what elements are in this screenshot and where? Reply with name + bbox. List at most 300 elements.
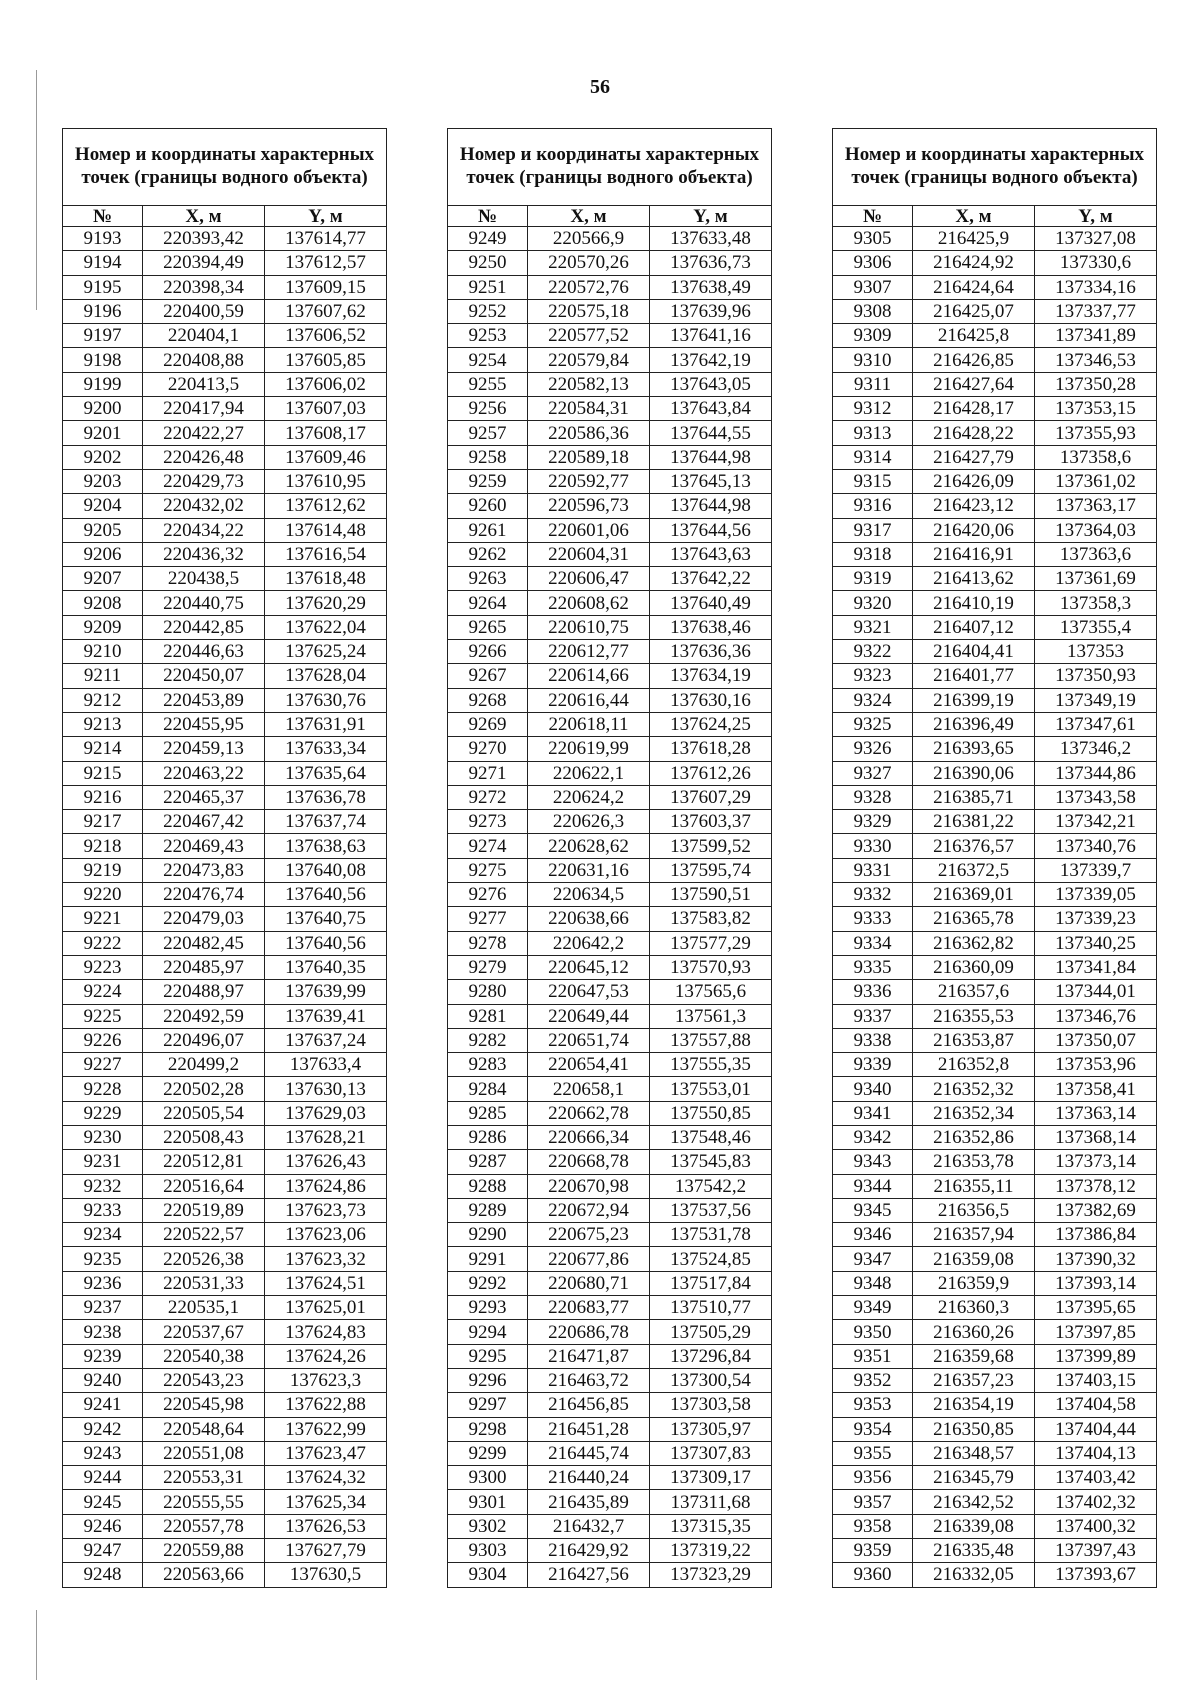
coordinates-table [447,128,772,1588]
x-coordinate-cell: 220589,18 [528,445,650,469]
y-coordinate-cell: 137606,02 [265,372,387,396]
table-row [833,1223,1157,1247]
x-coordinate-cell: 220586,36 [528,421,650,445]
table-title: Номер и координаты характерных точек (границы водного объекта) [448,129,772,206]
point-number-cell: 9313 [833,421,913,445]
x-coordinate-cell: 216352,32 [913,1077,1035,1101]
point-number-cell: 9295 [448,1344,528,1368]
x-coordinate-cell: 220677,86 [528,1247,650,1271]
point-number-cell: 9327 [833,761,913,785]
x-coordinate-cell: 220479,03 [143,907,265,931]
point-number-cell: 9203 [63,469,143,493]
table-row [63,567,387,591]
table-row [833,1101,1157,1125]
y-coordinate-cell: 137349,19 [1035,688,1157,712]
table-row [448,1344,772,1368]
y-coordinate-cell: 137557,88 [650,1028,772,1052]
table-row [63,1125,387,1149]
x-coordinate-cell: 220440,75 [143,591,265,615]
table-row [63,372,387,396]
x-coordinate-cell: 216381,22 [913,810,1035,834]
x-coordinate-cell: 220535,1 [143,1296,265,1320]
x-coordinate-cell: 216425,07 [913,299,1035,323]
point-number-cell: 9236 [63,1271,143,1295]
table-row [833,1077,1157,1101]
y-coordinate-cell: 137623,06 [265,1223,387,1247]
table-row [63,1490,387,1514]
x-coordinate-cell: 220548,64 [143,1417,265,1441]
table-row [448,1296,772,1320]
x-coordinate-cell: 216352,34 [913,1101,1035,1125]
table-row [63,858,387,882]
table-row [448,1125,772,1149]
point-number-cell: 9358 [833,1514,913,1538]
table-row [63,1174,387,1198]
y-coordinate-cell: 137624,26 [265,1344,387,1368]
x-coordinate-cell: 220469,43 [143,834,265,858]
point-number-cell: 9323 [833,664,913,688]
x-coordinate-cell: 220442,85 [143,615,265,639]
table-row [63,1320,387,1344]
x-coordinate-cell: 216360,3 [913,1296,1035,1320]
point-number-cell: 9281 [448,1004,528,1028]
point-number-cell: 9325 [833,712,913,736]
x-coordinate-cell: 216359,9 [913,1271,1035,1295]
point-number-cell: 9305 [833,227,913,251]
point-number-cell: 9274 [448,834,528,858]
x-coordinate-cell: 220616,44 [528,688,650,712]
point-number-cell: 9211 [63,664,143,688]
point-number-cell: 9254 [448,348,528,372]
x-coordinate-cell: 216423,12 [913,494,1035,518]
table-row [833,1563,1157,1587]
y-coordinate-cell: 137607,62 [265,299,387,323]
x-coordinate-cell: 220398,34 [143,275,265,299]
point-number-cell: 9265 [448,615,528,639]
x-coordinate-cell: 220488,97 [143,980,265,1004]
point-number-cell: 9360 [833,1563,913,1587]
x-coordinate-cell: 220619,99 [528,737,650,761]
x-coordinate-cell: 216372,5 [913,858,1035,882]
x-coordinate-cell: 216456,85 [528,1393,650,1417]
y-coordinate-cell: 137645,13 [650,469,772,493]
point-number-cell: 9245 [63,1490,143,1514]
column-header-x: X, м [528,206,650,227]
table-row [63,1563,387,1587]
x-coordinate-cell: 220614,66 [528,664,650,688]
x-coordinate-cell: 216369,01 [913,883,1035,907]
point-number-cell: 9228 [63,1077,143,1101]
y-coordinate-cell: 137343,58 [1035,785,1157,809]
y-coordinate-cell: 137609,15 [265,275,387,299]
point-number-cell: 9269 [448,712,528,736]
table-row [63,1053,387,1077]
y-coordinate-cell: 137307,83 [650,1441,772,1465]
y-coordinate-cell: 137390,32 [1035,1247,1157,1271]
x-coordinate-cell: 220496,07 [143,1028,265,1052]
point-number-cell: 9279 [448,955,528,979]
table-row [448,737,772,761]
x-coordinate-cell: 216435,89 [528,1490,650,1514]
column-header-y: Y, м [650,206,772,227]
y-coordinate-cell: 137311,68 [650,1490,772,1514]
table-row [833,251,1157,275]
x-coordinate-cell: 216396,49 [913,712,1035,736]
x-coordinate-cell: 220499,2 [143,1053,265,1077]
y-coordinate-cell: 137599,52 [650,834,772,858]
table-row [448,1150,772,1174]
point-number-cell: 9267 [448,664,528,688]
point-number-cell: 9242 [63,1417,143,1441]
point-number-cell: 9196 [63,299,143,323]
x-coordinate-cell: 220516,64 [143,1174,265,1198]
point-number-cell: 9221 [63,907,143,931]
y-coordinate-cell: 137531,78 [650,1223,772,1247]
x-coordinate-cell: 216425,8 [913,324,1035,348]
y-coordinate-cell: 137644,98 [650,445,772,469]
point-number-cell: 9324 [833,688,913,712]
x-coordinate-cell: 220505,54 [143,1101,265,1125]
x-coordinate-cell: 220668,78 [528,1150,650,1174]
point-number-cell: 9194 [63,251,143,275]
table-row [448,1490,772,1514]
y-coordinate-cell: 137643,63 [650,542,772,566]
y-coordinate-cell: 137643,05 [650,372,772,396]
point-number-cell: 9336 [833,980,913,1004]
y-coordinate-cell: 137548,46 [650,1125,772,1149]
point-number-cell: 9341 [833,1101,913,1125]
table-row [63,688,387,712]
x-coordinate-cell: 216360,09 [913,955,1035,979]
y-coordinate-cell: 137627,79 [265,1539,387,1563]
point-number-cell: 9276 [448,883,528,907]
table-row [448,1368,772,1392]
x-coordinate-cell: 216428,17 [913,397,1035,421]
x-coordinate-cell: 220672,94 [528,1198,650,1222]
point-number-cell: 9354 [833,1417,913,1441]
y-coordinate-cell: 137624,25 [650,712,772,736]
point-number-cell: 9207 [63,567,143,591]
y-coordinate-cell: 137358,3 [1035,591,1157,615]
table-row [833,931,1157,955]
x-coordinate-cell: 216410,19 [913,591,1035,615]
x-coordinate-cell: 220512,81 [143,1150,265,1174]
y-coordinate-cell: 137346,53 [1035,348,1157,372]
table-row [63,810,387,834]
point-number-cell: 9205 [63,518,143,542]
point-number-cell: 9222 [63,931,143,955]
y-coordinate-cell: 137638,63 [265,834,387,858]
x-coordinate-cell: 220631,16 [528,858,650,882]
table-row [63,1344,387,1368]
table-row [63,421,387,445]
point-number-cell: 9229 [63,1101,143,1125]
y-coordinate-cell: 137612,26 [650,761,772,785]
table-row [833,348,1157,372]
point-number-cell: 9201 [63,421,143,445]
point-number-cell: 9311 [833,372,913,396]
point-number-cell: 9224 [63,980,143,1004]
x-coordinate-cell: 220645,12 [528,955,650,979]
column-header-number: № [63,206,143,227]
x-coordinate-cell: 216445,74 [528,1441,650,1465]
point-number-cell: 9238 [63,1320,143,1344]
x-coordinate-cell: 216385,71 [913,785,1035,809]
table-row [63,518,387,542]
y-coordinate-cell: 137641,16 [650,324,772,348]
point-number-cell: 9312 [833,397,913,421]
point-number-cell: 9287 [448,1150,528,1174]
column-header-number: № [448,206,528,227]
y-coordinate-cell: 137644,56 [650,518,772,542]
table-row [833,858,1157,882]
point-number-cell: 9213 [63,712,143,736]
x-coordinate-cell: 220649,44 [528,1004,650,1028]
table-row [448,1174,772,1198]
point-number-cell: 9204 [63,494,143,518]
point-number-cell: 9294 [448,1320,528,1344]
y-coordinate-cell: 137628,21 [265,1125,387,1149]
table-row [63,445,387,469]
point-number-cell: 9210 [63,640,143,664]
table-row [833,421,1157,445]
column-header-y: Y, м [1035,206,1157,227]
table-row [833,1490,1157,1514]
table-row [63,1150,387,1174]
y-coordinate-cell: 137344,86 [1035,761,1157,785]
point-number-cell: 9214 [63,737,143,761]
x-coordinate-cell: 220540,38 [143,1344,265,1368]
table-row [833,469,1157,493]
y-coordinate-cell: 137346,2 [1035,737,1157,761]
point-number-cell: 9318 [833,542,913,566]
x-coordinate-cell: 216335,48 [913,1539,1035,1563]
x-coordinate-cell: 216376,57 [913,834,1035,858]
table-row [833,227,1157,251]
table-row [448,1441,772,1465]
y-coordinate-cell: 137517,84 [650,1271,772,1295]
y-coordinate-cell: 137341,89 [1035,324,1157,348]
point-number-cell: 9223 [63,955,143,979]
y-coordinate-cell: 137630,13 [265,1077,387,1101]
y-coordinate-cell: 137386,84 [1035,1223,1157,1247]
x-coordinate-cell: 220417,94 [143,397,265,421]
table-row [833,445,1157,469]
point-number-cell: 9357 [833,1490,913,1514]
y-coordinate-cell: 137636,73 [650,251,772,275]
x-coordinate-cell: 220413,5 [143,372,265,396]
table-row [63,299,387,323]
point-number-cell: 9252 [448,299,528,323]
point-number-cell: 9317 [833,518,913,542]
y-coordinate-cell: 137399,89 [1035,1344,1157,1368]
table-row [448,712,772,736]
table-row [63,1514,387,1538]
table-row [63,1077,387,1101]
coordinates-table [62,128,387,1588]
table-row [63,275,387,299]
table-row [63,1466,387,1490]
x-coordinate-cell: 216427,79 [913,445,1035,469]
table-row [833,761,1157,785]
y-coordinate-cell: 137341,84 [1035,955,1157,979]
x-coordinate-cell: 220570,26 [528,251,650,275]
point-number-cell: 9257 [448,421,528,445]
y-coordinate-cell: 137350,93 [1035,664,1157,688]
y-coordinate-cell: 137340,25 [1035,931,1157,955]
x-coordinate-cell: 216352,8 [913,1053,1035,1077]
x-coordinate-cell: 220446,63 [143,640,265,664]
x-coordinate-cell: 220604,31 [528,542,650,566]
point-number-cell: 9282 [448,1028,528,1052]
table-row [448,955,772,979]
point-number-cell: 9315 [833,469,913,493]
y-coordinate-cell: 137624,86 [265,1174,387,1198]
point-number-cell: 9314 [833,445,913,469]
point-number-cell: 9345 [833,1198,913,1222]
y-coordinate-cell: 137353 [1035,640,1157,664]
point-number-cell: 9239 [63,1344,143,1368]
x-coordinate-cell: 220519,89 [143,1198,265,1222]
point-number-cell: 9226 [63,1028,143,1052]
table-row [448,372,772,396]
y-coordinate-cell: 137618,28 [650,737,772,761]
point-number-cell: 9231 [63,1150,143,1174]
table-row [63,1393,387,1417]
x-coordinate-cell: 220422,27 [143,421,265,445]
point-number-cell: 9326 [833,737,913,761]
table-row [63,1441,387,1465]
y-coordinate-cell: 137633,48 [650,227,772,251]
table-row [448,1393,772,1417]
y-coordinate-cell: 137510,77 [650,1296,772,1320]
table-row [63,955,387,979]
x-coordinate-cell: 220492,59 [143,1004,265,1028]
point-number-cell: 9198 [63,348,143,372]
point-number-cell: 9284 [448,1077,528,1101]
table-row [448,324,772,348]
x-coordinate-cell: 220455,95 [143,712,265,736]
x-coordinate-cell: 216401,77 [913,664,1035,688]
point-number-cell: 9347 [833,1247,913,1271]
y-coordinate-cell: 137330,6 [1035,251,1157,275]
y-coordinate-cell: 137636,36 [650,640,772,664]
point-number-cell: 9193 [63,227,143,251]
y-coordinate-cell: 137644,98 [650,494,772,518]
y-coordinate-cell: 137633,34 [265,737,387,761]
y-coordinate-cell: 137622,88 [265,1393,387,1417]
point-number-cell: 9316 [833,494,913,518]
x-coordinate-cell: 220537,67 [143,1320,265,1344]
y-coordinate-cell: 137382,69 [1035,1198,1157,1222]
table-row [833,1028,1157,1052]
table-row [63,1028,387,1052]
x-coordinate-cell: 220651,74 [528,1028,650,1052]
y-coordinate-cell: 137378,12 [1035,1174,1157,1198]
point-number-cell: 9212 [63,688,143,712]
x-coordinate-cell: 216407,12 [913,615,1035,639]
y-coordinate-cell: 137358,6 [1035,445,1157,469]
table-row [448,1028,772,1052]
point-number-cell: 9302 [448,1514,528,1538]
table-row [448,810,772,834]
y-coordinate-cell: 137305,97 [650,1417,772,1441]
y-coordinate-cell: 137626,43 [265,1150,387,1174]
point-number-cell: 9335 [833,955,913,979]
point-number-cell: 9258 [448,445,528,469]
y-coordinate-cell: 137631,91 [265,712,387,736]
x-coordinate-cell: 220453,89 [143,688,265,712]
table-row [448,1271,772,1295]
y-coordinate-cell: 137628,04 [265,664,387,688]
point-number-cell: 9290 [448,1223,528,1247]
point-number-cell: 9331 [833,858,913,882]
x-coordinate-cell: 220557,78 [143,1514,265,1538]
x-coordinate-cell: 220476,74 [143,883,265,907]
x-coordinate-cell: 220622,1 [528,761,650,785]
x-coordinate-cell: 216355,11 [913,1174,1035,1198]
x-coordinate-cell: 216393,65 [913,737,1035,761]
table-title: Номер и координаты характерных точек (границы водного объекта) [63,129,387,206]
point-number-cell: 9286 [448,1125,528,1149]
x-coordinate-cell: 220683,77 [528,1296,650,1320]
x-coordinate-cell: 220553,31 [143,1466,265,1490]
y-coordinate-cell: 137397,43 [1035,1539,1157,1563]
table-row [63,1247,387,1271]
y-coordinate-cell: 137323,29 [650,1563,772,1587]
y-coordinate-cell: 137640,75 [265,907,387,931]
y-coordinate-cell: 137626,53 [265,1514,387,1538]
table-row [448,931,772,955]
table-row [448,1320,772,1344]
point-number-cell: 9215 [63,761,143,785]
x-coordinate-cell: 220686,78 [528,1320,650,1344]
y-coordinate-cell: 137625,34 [265,1490,387,1514]
point-number-cell: 9353 [833,1393,913,1417]
point-number-cell: 9296 [448,1368,528,1392]
table-row [448,567,772,591]
y-coordinate-cell: 137640,49 [650,591,772,615]
x-coordinate-cell: 220459,13 [143,737,265,761]
table-row [833,1174,1157,1198]
table-row [833,1344,1157,1368]
y-coordinate-cell: 137368,14 [1035,1125,1157,1149]
y-coordinate-cell: 137639,41 [265,1004,387,1028]
y-coordinate-cell: 137624,32 [265,1466,387,1490]
y-coordinate-cell: 137623,32 [265,1247,387,1271]
table-row [833,1466,1157,1490]
x-coordinate-cell: 216357,94 [913,1223,1035,1247]
y-coordinate-cell: 137403,15 [1035,1368,1157,1392]
x-coordinate-cell: 216354,19 [913,1393,1035,1417]
table-row [833,1514,1157,1538]
point-number-cell: 9235 [63,1247,143,1271]
y-coordinate-cell: 137610,95 [265,469,387,493]
table-row [63,591,387,615]
y-coordinate-cell: 137395,65 [1035,1296,1157,1320]
point-number-cell: 9264 [448,591,528,615]
y-coordinate-cell: 137625,24 [265,640,387,664]
table-row [448,1466,772,1490]
y-coordinate-cell: 137397,85 [1035,1320,1157,1344]
x-coordinate-cell: 220675,23 [528,1223,650,1247]
table-row [833,810,1157,834]
x-coordinate-cell: 216348,57 [913,1441,1035,1465]
x-coordinate-cell: 220654,41 [528,1053,650,1077]
x-coordinate-cell: 220563,66 [143,1563,265,1587]
point-number-cell: 9195 [63,275,143,299]
table-row [448,1077,772,1101]
